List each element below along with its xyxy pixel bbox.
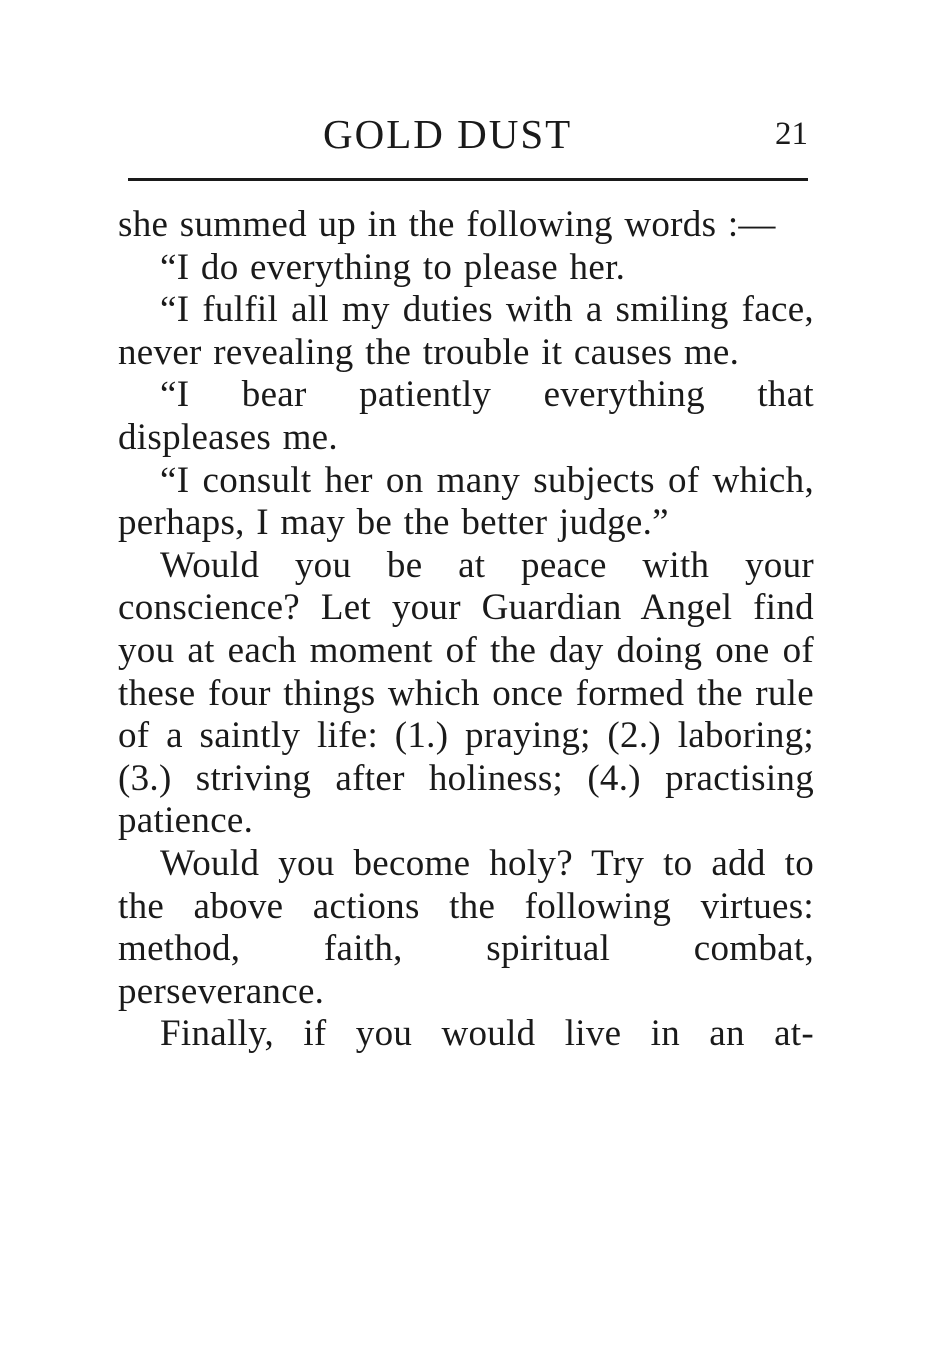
paragraph: Would you become holy? Try to add to the above actions the following virtues: method, faith, spiritual combat, perseverance. bbox=[118, 842, 814, 1012]
paragraph: she summed up in the following words :— bbox=[118, 204, 776, 245]
page-number: 21 bbox=[775, 116, 808, 152]
paragraph: Would you be at peace with your conscience? Let your Guardian Angel find you at each moment of the day doing one of these four things which once formed the rule of a saintly life: (1.) praying; (2.) laboring; (3.) striving after holiness; (4.) practising patience. bbox=[118, 544, 814, 842]
header-rule bbox=[128, 178, 808, 181]
paragraph: “I consult her on many subjects of which, perhaps, I may be the better judge.” bbox=[118, 459, 814, 544]
paragraph: “I fulfil all my duties with a smiling face, never revealing the trouble it causes me. bbox=[118, 289, 814, 373]
page-header bbox=[118, 106, 810, 166]
paragraph: “I bear patiently everything that displeases me. bbox=[118, 374, 814, 458]
running-title: GOLD DUST bbox=[323, 111, 573, 157]
body-text bbox=[118, 204, 814, 1056]
paragraph: “I do everything to please her. bbox=[160, 246, 626, 288]
paragraph: Finally, if you would live in an at- bbox=[160, 1013, 814, 1055]
